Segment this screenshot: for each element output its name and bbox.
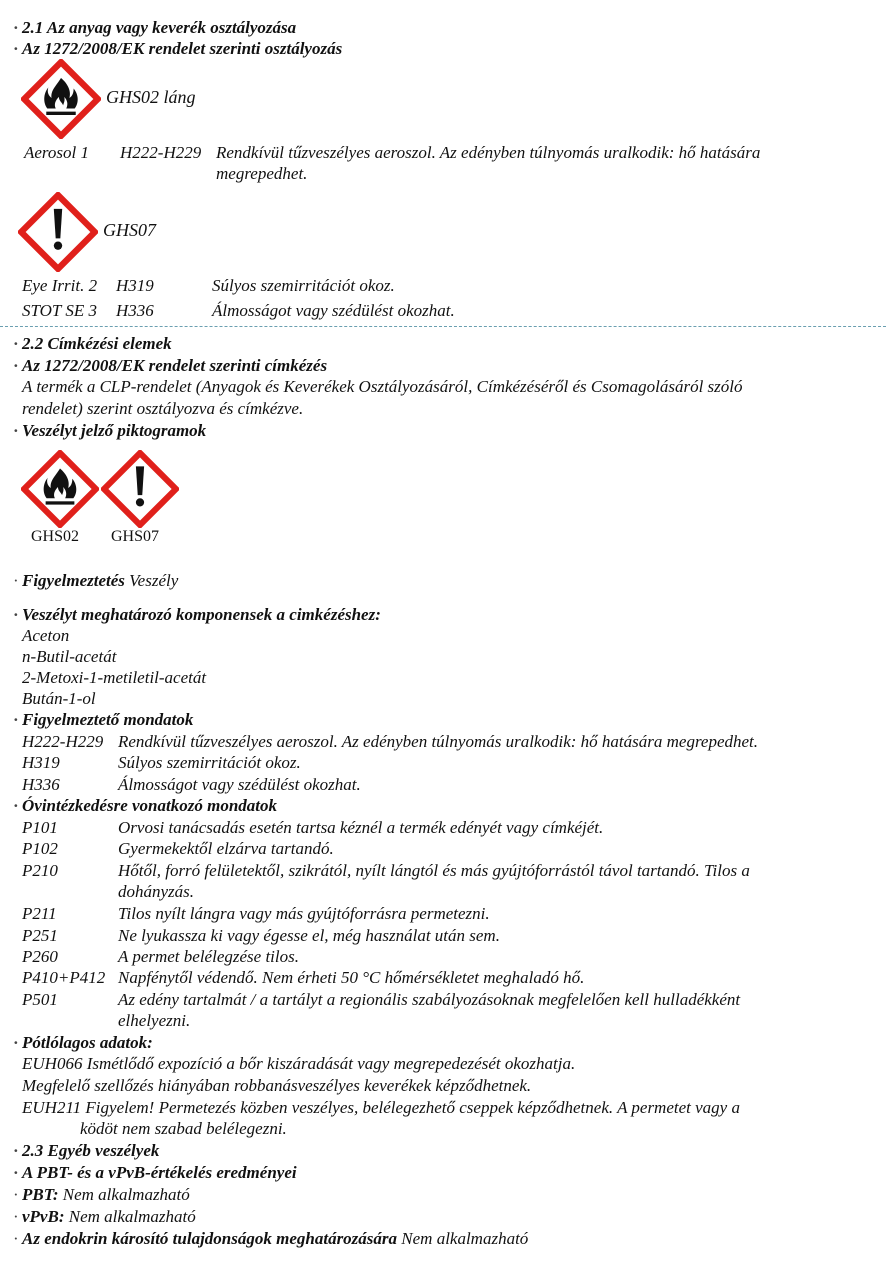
classification-row: STOT SE 3 H336 Álmosságot vagy szédülést okozhat.	[22, 301, 455, 320]
section-2-1-subheading: · Az 1272/2008/EK rendelet szerinti osztályozás	[13, 39, 343, 58]
vpvb-row: · vPvB: Nem alkalmazható	[13, 1207, 196, 1226]
pbt-value: Nem alkalmazható	[62, 1185, 190, 1204]
ventilation-statement: Megfelelő szellőzés hiányában robbanásveszélyes keverékek képződhetnek.	[22, 1076, 532, 1095]
precautionary-statement-continuation: dohányzás.	[118, 882, 195, 901]
hazard-text: Rendkívül tűzveszélyes aeroszol. Az edényben túlnyomás uralkodik: hő hatására	[216, 143, 761, 162]
precautionary-statement-row: P251 Ne lyukassza ki vagy égesse el, még használat után sem.	[22, 926, 500, 945]
hazard-statements-heading: · Figyelmeztető mondatok	[13, 710, 194, 729]
euh211-statement-continuation: ködöt nem szabad belélegezni.	[80, 1119, 287, 1138]
vpvb-label: vPvB:	[22, 1207, 65, 1226]
ghs07-label: GHS07	[103, 220, 156, 240]
section-2-2-heading: · 2.2 Címkézési elemek	[13, 334, 172, 353]
ghs02-flame-icon	[21, 59, 101, 139]
precautionary-statement-row: P210 Hőtől, forró felületektől, szikrától, nyílt lángtól és más gyújtóforrástól távol tartandó. Tilos a	[22, 861, 750, 880]
clp-intro-line-2: rendelet) szerint osztályozva és címkézve.	[22, 399, 304, 418]
vpvb-value: Nem alkalmazható	[68, 1207, 196, 1226]
precautionary-statement-row: P101 Orvosi tanácsadás esetén tartsa kéznél a termék edényét vagy címkéjét.	[22, 818, 604, 837]
hazard-text-continuation: megrepedhet.	[216, 164, 308, 183]
endocrine-label: Az endokrin károsító tulajdonságok meghatározására	[22, 1229, 398, 1248]
endocrine-row: · Az endokrin károsító tulajdonságok meghatározására Nem alkalmazható	[13, 1229, 529, 1248]
precautionary-statement-row: P211 Tilos nyílt lángra vagy más gyújtóforrásra permetezni.	[22, 904, 490, 923]
pictograms-heading: · Veszélyt jelző piktogramok	[13, 421, 207, 440]
euh211-statement: EUH211 Figyelem! Permetezés közben veszélyes, belélegezhető cseppek képződhetnek. A permetet vagy a	[22, 1098, 740, 1117]
precautionary-statement-continuation: elhelyezni.	[118, 1011, 191, 1030]
precautionary-statement-row: P102 Gyermekektől elzárva tartandó.	[22, 839, 334, 858]
section-2-3-heading: · 2.3 Egyéb veszélyek	[13, 1141, 160, 1160]
component-item: 2-Metoxi-1-metiletil-acetát	[22, 668, 207, 687]
signal-word-row: · Figyelmeztetés Veszély	[13, 571, 179, 590]
hazard-statement-row: H319 Súlyos szemirritációt okoz.	[22, 753, 301, 772]
hazard-code: H222-H229	[120, 143, 202, 162]
ghs02-label: GHS02 láng	[106, 87, 196, 107]
signal-word-label: Figyelmeztetés	[22, 571, 125, 590]
hazard-statement-row: H336 Álmosságot vagy szédülést okozhat.	[22, 775, 361, 794]
precautionary-statements-heading: · Óvintézkedésre vonatkozó mondatok	[13, 796, 277, 815]
clp-intro-line-1: A termék a CLP-rendelet (Anyagok és Keverékek Osztályozásáról, Címkézéséről és Csomagolásáról szóló	[22, 377, 743, 396]
ghs02-flame-icon	[21, 450, 99, 528]
component-item: Aceton	[22, 626, 70, 645]
precautionary-statement-row: P410+P412 Napfénytől védendő. Nem érheti 50 °C hőmérsékletet meghaladó hő.	[22, 968, 585, 987]
ghs07-exclamation-mark-icon	[18, 192, 98, 272]
component-item: n-Butil-acetát	[22, 647, 117, 666]
aerosol-classification-row	[0, 142, 886, 163]
component-item: Bután-1-ol	[22, 689, 96, 708]
pbt-assessment-heading: · A PBT- és a vPvB-értékelés eredményei	[13, 1163, 297, 1182]
precautionary-statement-row: P501 Az edény tartalmát / a tartályt a regionális szabályozásoknak megfelelően kell hulladékként	[22, 990, 741, 1009]
additional-info-heading: · Pótlólagos adatok:	[13, 1033, 153, 1052]
classification-category: Aerosol 1	[24, 143, 90, 162]
precautionary-statement-row: P260 A permet belélegzése tilos.	[22, 947, 299, 966]
section-2-1-heading: · 2.1 Az anyag vagy keverék osztályozása	[13, 18, 297, 37]
ghs02-caption: GHS02	[31, 528, 80, 545]
section-2-2-subheading: · Az 1272/2008/EK rendelet szerinti címkézés	[13, 356, 328, 375]
pbt-label: PBT:	[22, 1185, 59, 1204]
signal-word: Veszély	[129, 571, 179, 590]
endocrine-value: Nem alkalmazható	[401, 1229, 529, 1248]
hazard-statement-row: H222-H229 Rendkívül tűzveszélyes aeroszol. Az edényben túlnyomás uralkodik: hő hatására megrepedhet.	[22, 732, 759, 751]
ghs07-exclamation-mark-icon	[101, 450, 179, 528]
euh066-statement: EUH066 Ismétlődő expozíció a bőr kiszáradását vagy megrepedezését okozhatja.	[22, 1054, 576, 1073]
classification-row: Eye Irrit. 2 H319 Súlyos szemirritációt okoz.	[22, 276, 395, 295]
pbt-row: · PBT: Nem alkalmazható	[13, 1185, 190, 1204]
section-divider	[0, 326, 886, 327]
ghs07-caption: GHS07	[111, 528, 160, 545]
components-heading: · Veszélyt meghatározó komponensek a cimkézéshez:	[13, 605, 381, 624]
